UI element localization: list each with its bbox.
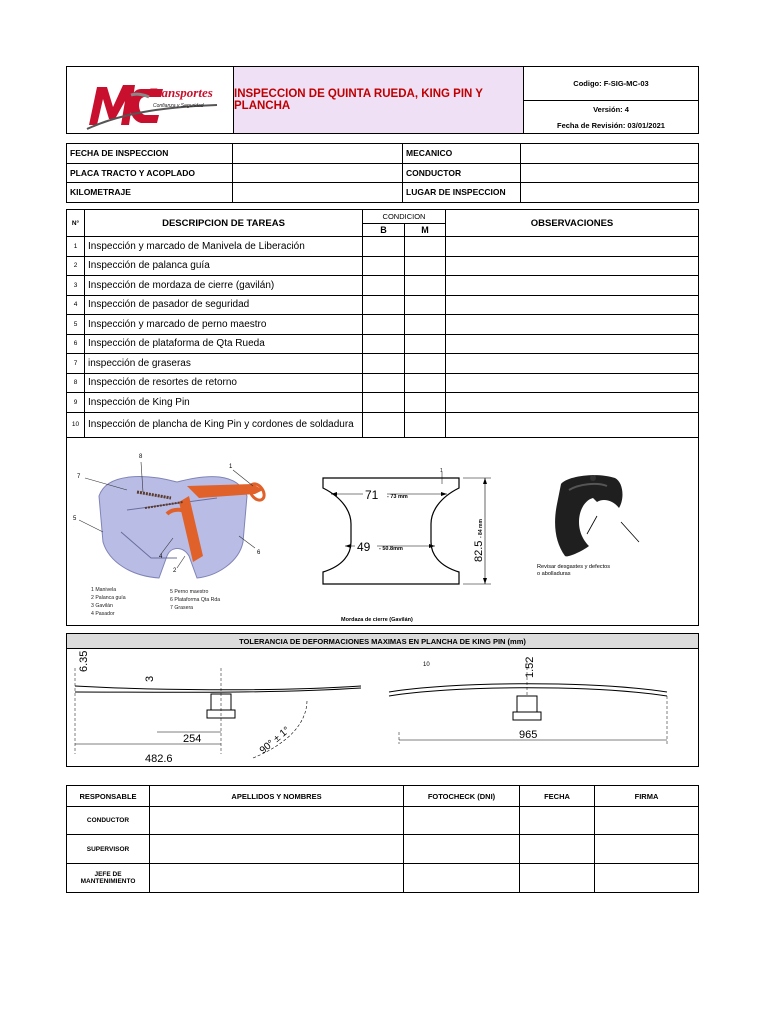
legend-item: 3 Gavilán [91, 603, 113, 609]
dni-field[interactable] [404, 807, 520, 835]
left-dim-height: 6.35 [78, 650, 90, 672]
task-description: Inspección de mordaza de cierre (gavilán) [85, 276, 363, 296]
place-field[interactable] [521, 183, 699, 203]
signature-field[interactable] [595, 807, 699, 835]
jaw-dim-top-note: - 73 mm [387, 494, 408, 500]
document-version: Versión: 4 [593, 105, 629, 114]
inspection-date-field[interactable] [233, 144, 403, 164]
wear-note: Revisar desgastes y defectos [537, 564, 611, 570]
col-m-header: M [405, 224, 446, 237]
col-date-header: FECHA [520, 786, 595, 807]
dni-field[interactable] [404, 835, 520, 864]
wear-note-continued: o abolladuras [537, 571, 571, 577]
task-row [67, 412, 699, 437]
observation-cell[interactable] [446, 412, 699, 437]
tolerance-title: TOLERANCIA DE DEFORMACIONES MAXIMAS EN PLANCHA DE KING PIN (mm) [67, 634, 698, 649]
condition-m-cell[interactable] [405, 354, 446, 374]
jaw-dim-mid-note: - 50.8mm [379, 546, 403, 552]
condition-m-cell[interactable] [405, 256, 446, 276]
place-label: LUGAR DE INSPECCION [403, 183, 521, 203]
task-row [67, 334, 699, 354]
observation-cell[interactable] [446, 256, 699, 276]
task-description: Inspección de palanca guía [85, 256, 363, 276]
logo-tagline: Confianza y Seguridad [153, 103, 204, 109]
legend-item: 6 Plataforma Qta Rda [170, 597, 221, 603]
callout-6: 6 [257, 550, 261, 556]
legend-item: 2 Palanca guía [91, 595, 126, 601]
left-angle: 90° ± 1° [257, 724, 293, 757]
col-b-header: B [363, 224, 405, 237]
legend-item: 1 Manivela [91, 587, 117, 593]
legend-item: 7 Grasera [170, 605, 194, 611]
role-label: SUPERVISOR [67, 835, 150, 864]
names-field[interactable] [150, 807, 404, 835]
date-field[interactable] [520, 807, 595, 835]
task-number: 10 [67, 412, 85, 437]
logo-brand: Transportes [149, 85, 213, 100]
driver-field[interactable] [521, 163, 699, 183]
mechanic-field[interactable] [521, 144, 699, 164]
task-number: 8 [67, 373, 85, 393]
fifth-wheel-diagram [73, 454, 267, 578]
col-names-header: APELLIDOS Y NOMBRES [150, 786, 404, 807]
right-dim-965: 965 [519, 729, 538, 741]
condition-b-cell[interactable] [363, 295, 405, 315]
inspection-date-label: FECHA DE INSPECCION [67, 144, 233, 164]
condition-m-cell[interactable] [405, 373, 446, 393]
observation-cell[interactable] [446, 354, 699, 374]
jaw-caption: Mordaza de cierre (Gavilán) [341, 617, 413, 623]
callout-2: 2 [173, 568, 177, 574]
observation-cell[interactable] [446, 276, 699, 296]
right-dim-height: 1.52 [524, 656, 536, 678]
condition-m-cell[interactable] [405, 334, 446, 354]
parts-legend [91, 587, 220, 617]
condition-b-cell[interactable] [363, 256, 405, 276]
role-label: CONDUCTOR [67, 807, 150, 835]
col-obs-header: OBSERVACIONES [446, 210, 699, 237]
plate-label: PLACA TRACTO Y ACOPLADO [67, 163, 233, 183]
condition-m-cell[interactable] [405, 237, 446, 257]
condition-b-cell[interactable] [363, 354, 405, 374]
observation-cell[interactable] [446, 393, 699, 413]
task-row [67, 256, 699, 276]
task-row [67, 354, 699, 374]
observation-cell[interactable] [446, 295, 699, 315]
document-header [66, 66, 699, 134]
task-row [67, 373, 699, 393]
right-num: 10 [423, 662, 430, 668]
task-description: Inspección de plancha de King Pin y cordones de soldadura [85, 412, 363, 437]
condition-b-cell[interactable] [363, 237, 405, 257]
task-number: 3 [67, 276, 85, 296]
names-field[interactable] [150, 864, 404, 893]
tasks-table [66, 209, 699, 438]
names-field[interactable] [150, 835, 404, 864]
revision-date: Fecha de Revisión: 03/01/2021 [557, 120, 665, 130]
condition-b-cell[interactable] [363, 393, 405, 413]
callout-5: 5 [73, 516, 77, 522]
col-num-header: N° [67, 210, 85, 237]
col-condition-header: CONDICION [363, 210, 446, 224]
condition-m-cell[interactable] [405, 295, 446, 315]
document-meta [524, 67, 698, 133]
left-dim-254: 254 [183, 733, 202, 745]
plate-field[interactable] [233, 163, 403, 183]
jaw-dim-top: 71 [365, 488, 379, 502]
mechanic-label: MECANICO [403, 144, 521, 164]
task-row [67, 295, 699, 315]
signature-row [67, 864, 699, 893]
legend-item: 5 Perno maestro [170, 589, 209, 595]
col-role-header: RESPONSABLE [67, 786, 150, 807]
observation-cell[interactable] [446, 237, 699, 257]
role-label: JEFE DE MANTENIMIENTO [67, 864, 150, 893]
tolerance-right-drawing [389, 657, 667, 744]
col-sign-header: FIRMA [595, 786, 699, 807]
task-number: 1 [67, 237, 85, 257]
task-row [67, 393, 699, 413]
task-number: 2 [67, 256, 85, 276]
document-title: INSPECCION DE QUINTA RUEDA, KING PIN Y PLANCHA [234, 67, 524, 133]
task-row [67, 315, 699, 335]
condition-b-cell[interactable] [363, 334, 405, 354]
task-description: Inspección de plataforma de Qta Rueda [85, 334, 363, 354]
task-number: 9 [67, 393, 85, 413]
signatures-table [66, 785, 699, 893]
observation-cell[interactable] [446, 334, 699, 354]
task-number: 4 [67, 295, 85, 315]
condition-b-cell[interactable] [363, 373, 405, 393]
condition-b-cell[interactable] [363, 276, 405, 296]
task-description: Inspección y marcado de perno maestro [85, 315, 363, 335]
signature-row [67, 807, 699, 835]
left-dim-small: 3 [144, 675, 156, 682]
tolerance-left-drawing [75, 651, 361, 765]
task-description: Inspección y marcado de Manivela de Liberación [85, 237, 363, 257]
condition-m-cell[interactable] [405, 412, 446, 437]
task-description: Inspección de pasador de seguridad [85, 295, 363, 315]
mileage-field[interactable] [233, 183, 403, 203]
condition-b-cell[interactable] [363, 412, 405, 437]
task-description: Inspección de resortes de retorno [85, 373, 363, 393]
jaw-wear-photo [537, 475, 639, 577]
jaw-dim-height-note: - 84 mm [478, 519, 484, 538]
task-number: 6 [67, 334, 85, 354]
condition-b-cell[interactable] [363, 315, 405, 335]
condition-m-cell[interactable] [405, 315, 446, 335]
col-dni-header: FOTOCHECK (DNI) [404, 786, 520, 807]
left-dim-482: 482.6 [145, 753, 173, 765]
inspection-info-table [66, 143, 699, 203]
task-row [67, 237, 699, 257]
task-description: inspección de graseras [85, 354, 363, 374]
signature-field[interactable] [595, 835, 699, 864]
callout-7: 7 [77, 474, 81, 480]
date-field[interactable] [520, 835, 595, 864]
fifth-wheel-figures [66, 438, 699, 626]
driver-label: CONDUCTOR [403, 163, 521, 183]
task-row [67, 276, 699, 296]
callout-4: 4 [159, 554, 163, 560]
signature-row [67, 835, 699, 864]
signature-field[interactable] [595, 864, 699, 893]
callout-1: 1 [229, 464, 233, 470]
task-number: 7 [67, 354, 85, 374]
date-field[interactable] [520, 864, 595, 893]
jaw-dim-height: 82.5 [473, 540, 485, 562]
observation-cell[interactable] [446, 315, 699, 335]
task-number: 5 [67, 315, 85, 335]
condition-m-cell[interactable] [405, 276, 446, 296]
company-logo [67, 67, 234, 133]
task-description: Inspección de King Pin [85, 393, 363, 413]
mileage-label: KILOMETRAJE [67, 183, 233, 203]
condition-m-cell[interactable] [405, 393, 446, 413]
legend-item: 4 Pasador [91, 611, 115, 617]
observation-cell[interactable] [446, 373, 699, 393]
tolerance-section [66, 633, 699, 767]
callout-8: 8 [139, 454, 143, 460]
dni-field[interactable] [404, 864, 520, 893]
jaw-mark: 1 [440, 468, 443, 474]
jaw-dimension-drawing [323, 468, 491, 623]
wear-note-line [537, 564, 612, 577]
col-desc-header: DESCRIPCION DE TAREAS [85, 210, 363, 237]
jaw-dim-mid: 49 [357, 540, 371, 554]
document-code: Codigo: F-SIG-MC-03 [524, 67, 698, 101]
